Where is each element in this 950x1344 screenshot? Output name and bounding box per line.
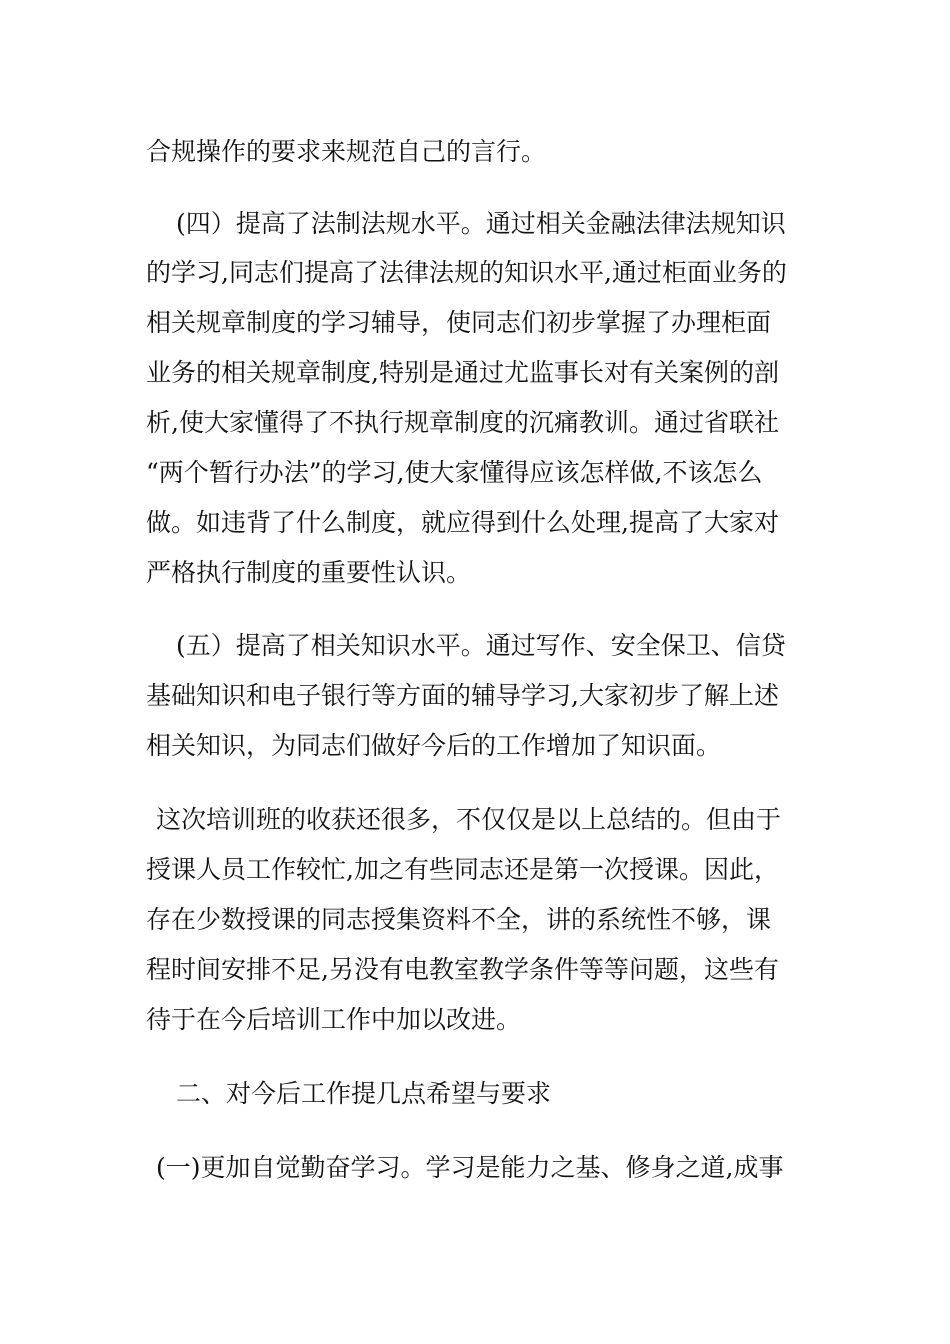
text-line: 基础知识和电子银行等方面的辅导学习,大家初步了解上述 [146, 681, 779, 710]
text-line: 待于在今后培训工作中加以改进。 [146, 1005, 522, 1034]
text-line: (五）提高了相关知识水平。通过写作、安全保卫、信贷 [176, 631, 786, 660]
text-line: (一)更加自觉勤奋学习。学习是能力之基、修身之道,成事 [156, 1153, 784, 1182]
text-line: 业务的相关规章制度,特别是通过尤监事长对有关案例的剖 [146, 358, 779, 387]
text-line: 程时间安排不足,另没有电教室教学条件等等问题，这些有 [146, 955, 779, 984]
text-line: 严格执行制度的重要性认识。 [146, 558, 472, 587]
text-line: (四）提高了法制法规水平。通过相关金融法律法规知识 [176, 209, 786, 238]
text-line: “两个暂行办法”的学习,使大家懂得应该怎样做,不该怎么 [146, 458, 763, 487]
text-line: 做。如违背了什么制度，就应得到什么处理,提高了大家对 [146, 508, 779, 537]
text-line: 这次培训班的收获还很多，不仅仅是以上总结的。但由于 [156, 805, 782, 834]
text-line: 存在少数授课的同志授集资料不全，讲的系统性不够，课 [146, 905, 772, 934]
section-heading: 二、对今后工作提几点希望与要求 [176, 1079, 552, 1108]
text-line: 的学习,同志们提高了法律法规的知识水平,通过柜面业务的 [146, 258, 787, 287]
text-line: 合规操作的要求来规范自己的言行。 [146, 137, 547, 166]
text-line: 授课人员工作较忙,加之有些同志还是第一次授课。因此， [146, 855, 779, 884]
text-line: 析,使大家懂得了不执行规章制度的沉痛教训。通过省联社 [146, 408, 779, 437]
text-line: 相关规章制度的学习辅导，使同志们初步掌握了办理柜面 [146, 308, 772, 337]
text-line: 相关知识，为同志们做好今后的工作增加了知识面。 [146, 731, 722, 760]
